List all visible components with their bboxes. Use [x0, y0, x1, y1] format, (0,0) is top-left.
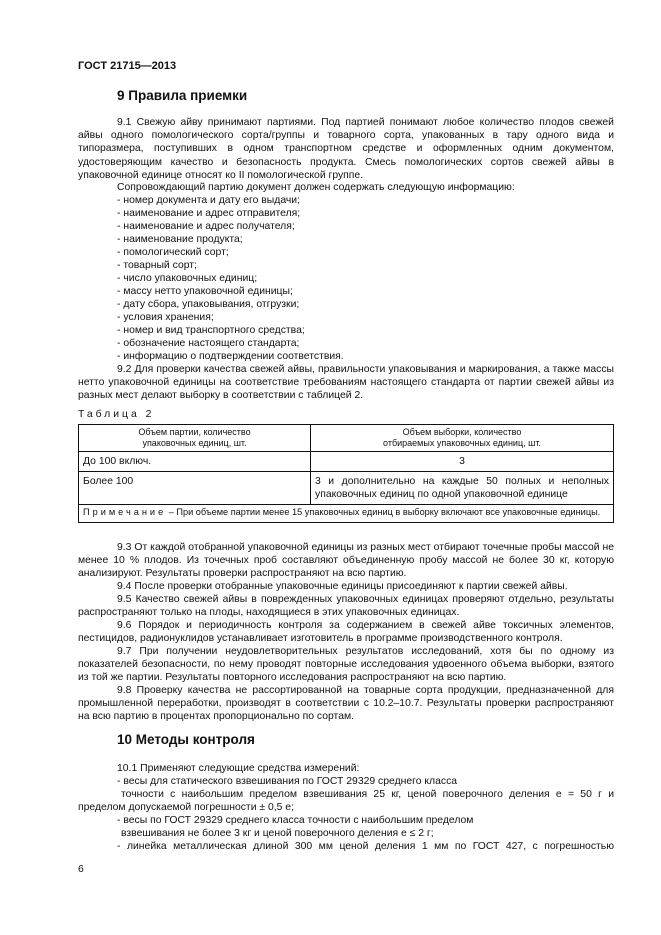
list-item: - наименование и адрес получателя; [117, 221, 295, 232]
list-item: - помологический сорт; [117, 247, 229, 258]
list-item: - наименование и адрес отправителя; [117, 208, 301, 219]
page-number: 6 [78, 864, 84, 875]
list-item: - наименование продукта; [117, 234, 243, 245]
section-9-title: 9 Правила приемки [117, 88, 248, 103]
list-item: - номер документа и дату его выдачи; [117, 195, 300, 206]
list-item-continuation: взвешивания не более 3 кг и ценой поверочного деления е ≤ 2 г; [121, 828, 434, 839]
document-code-header: ГОСТ 21715—2013 [78, 60, 177, 72]
list-item: - число упаковочных единиц; [117, 273, 258, 284]
paragraph-10-1: 10.1 Применяют следующие средства измерений: [117, 763, 360, 774]
table-row [79, 472, 614, 505]
table-row [79, 452, 614, 472]
table-header-cell [79, 425, 311, 452]
header-line: Объем партии, количество [138, 427, 251, 437]
header-line: упаковочных единиц, шт. [142, 438, 247, 448]
list-item: - массу нетто упаковочной единицы; [117, 286, 293, 297]
list-item: - номер и вид транспортного средства; [117, 325, 305, 336]
header-line: отбираемых упаковочных единиц, шт. [383, 438, 541, 448]
paragraph-9-3: 9.3 От каждой отобранной упаковочной единицы из разных мест отбирают точечные пробы массой не менее 10 % плодов. Из точечных проб составляют объединенную пробу массой не более 30 кг, которую анализируют. Результаты проверки распространяют на всю партию. [78, 542, 614, 580]
table-header-cell [311, 425, 614, 452]
sampling-table [78, 424, 614, 523]
table-header-row [79, 425, 614, 452]
table-note-row [79, 505, 614, 523]
table-cell: До 100 включ. [79, 452, 311, 472]
list-item-continuation: точности с наибольшим пределом взвешивания 25 кг, ценой поверочного деления е = 50 г и [121, 789, 614, 800]
list-item: - весы для статического взвешивания по ГОСТ 29329 среднего класса [117, 776, 458, 787]
table-note [79, 505, 614, 523]
paragraph-9-6: 9.6 Порядок и периодичность контроля за содержанием в свежей айве токсичных элементов, пестицидов, радионуклидов устанавливает изготовитель в программе производственного контроля. [78, 620, 614, 645]
list-item: - дату сбора, упаковывания, отгрузки; [117, 299, 300, 310]
list-item: - условия хранения; [117, 312, 214, 323]
note-text: – При объеме партии менее 15 упаковочных единиц в выборку включают все упаковочные единицы. [166, 507, 601, 517]
paragraph-9-5: 9.5 Качество свежей айвы в поврежденных упаковочных единицах проверяют отдельно, результаты распространяют только на плоды, находящиеся в этих упаковочных единицах. [78, 594, 614, 619]
paragraph-9-7: 9.7 При получении неудовлетворительных результатов исследований, хотя бы по одному из показателей безопасности, по нему проводят повторные исследования удвоенного объема выборки, взятого из той же партии. Результаты повторного исследования распространяют на всю партию. [78, 646, 614, 684]
list-item: - весы по ГОСТ 29329 среднего класса точности с наибольшим пределом [117, 815, 474, 826]
paragraph-9-4: 9.4 После проверки отобранные упаковочные единицы присоединяют к партии свежей айвы. [117, 581, 568, 592]
paragraph-9-8: 9.8 Проверку качества не рассортированной на товарные сорта продукции, предназначенной для промышленной переработки, производят в соответствии с 10.2–10.7. Результаты проверки распространяют на всю партию в процентах пропорционально по сортам. [78, 685, 614, 723]
table-cell: 3 [311, 452, 614, 472]
list-item: - линейка металлическая длиной 300 мм ценой деления 1 мм по ГОСТ 427, с погрешностью [117, 841, 614, 852]
paragraph-9-2: 9.2 Для проверки качества свежей айвы, правильности упаковывания и маркирования, а также массы нетто упаковочной единицы на соответствие требованиям настоящего стандарта от партии свежей айвы из разных мест делают выборку в соответствии с таблицей 2. [78, 364, 614, 402]
list-item: - информацию о подтверждении соответствия. [117, 351, 344, 362]
list-item: - обозначение настоящего стандарта; [117, 338, 300, 349]
table-cell: 3 и дополнительно на каждые 50 полных и неполных упаковочных единиц по одной упаковочной единице [311, 472, 614, 505]
document-info-intro: Сопровождающий партию документ должен содержать следующую информацию: [117, 182, 515, 193]
list-item: - товарный сорт; [117, 260, 197, 271]
list-item-continuation: пределом допускаемой погрешности ± 0,5 е; [78, 802, 294, 813]
table-caption: Таблица 2 [78, 409, 155, 420]
paragraph-9-1: 9.1 Свежую айву принимают партиями. Под партией понимают любое количество плодов свежей айвы одного помологического сорта/группы и товарного сорта, упакованных в тару одного вида и типоразмера, поступивших в одном транспортном средстве и оформленных одним документом, удостоверяющим качество и безопасность продукта. Смесь помологических сортов свежей айвы в упаковочной единице относят ко II помологической группе. [78, 117, 614, 181]
section-10-title: 10 Методы контроля [117, 732, 255, 747]
note-label: Примечание [83, 507, 167, 517]
table-cell: Более 100 [79, 472, 311, 505]
header-line: Объем выборки, количество [402, 427, 522, 437]
